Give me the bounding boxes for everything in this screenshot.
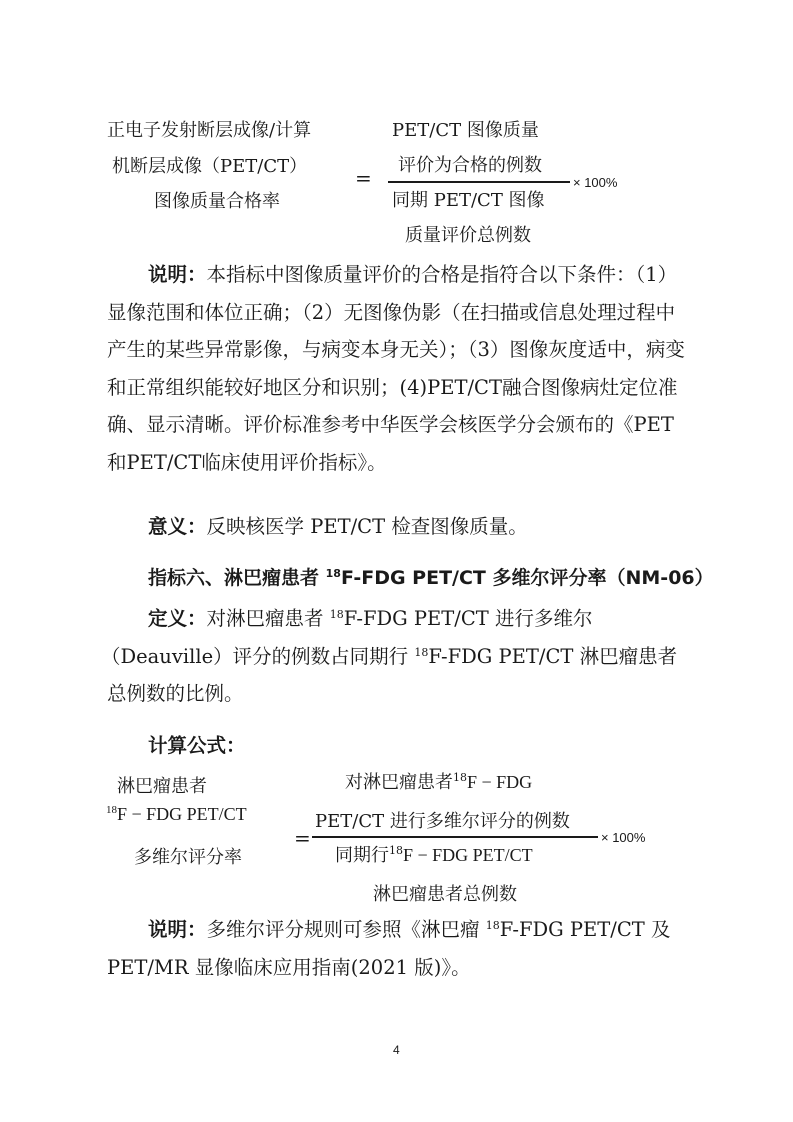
formula2-numerator-line-1 [345,768,532,794]
formula2-den-pre: 同期行 [335,845,389,866]
definition-line2-pre: （Deauville）评分的例数占同期行 [101,644,415,668]
note-label: 说明： [148,918,207,941]
formula1-equals: = [355,166,372,190]
note-line1-pre: 多维尔评分规则可参照《淋巴瘤 [206,918,486,941]
formula2-denominator-line-1 [335,841,533,867]
explanation-text: 本指标中图像质量评价的合格是指符合以下条件：（1）显像范围和体位正确；（2）无图像伪影（在扫描或信息处理过程中产生的某些异常影像，与病变本身无关）；（3）图像灰度适中，病变和正常组织能较好地区分和识别；(4)PET/CT融合图像病灶定位准确、显示清晰。评价标准参考中华医学会核医学分会颁布的《PET和PET/CT临床使用评价指标》。 [107,263,685,474]
definition-line3: 总例数的比例。 [107,682,244,705]
note-sup: 18 [485,919,500,932]
formula2-left-line-2-text: F − FDG PET/CT [117,804,247,824]
formula1-numerator-line-1: PET/CT 图像质量 [392,120,539,141]
formula2-denominator-line-2: 淋巴瘤患者总例数 [373,884,517,905]
formula2-den-post: F − FDG PET/CT [403,845,533,865]
formula2-numerator-line-2: PET/CT 进行多维尔评分的例数 [315,811,570,832]
definition-line2-post: F-FDG PET/CT 淋巴瘤患者 [428,644,678,668]
formula1-left-line-1: 正电子发射断层成像/计算 [107,120,312,141]
formula2-left-line-3: 多维尔评分率 [134,847,242,868]
formula2-den-sup: 18 [389,844,403,857]
formula1-denominator-line-2: 质量评价总例数 [405,225,531,246]
definition-label: 定义： [148,607,207,630]
definition-sup1: 18 [329,608,344,621]
definition-sup2: 18 [414,645,429,659]
note-line1-post: F-FDG PET/CT 及 [499,918,671,941]
formula1-left-line-3: 图像质量合格率 [154,191,280,212]
formula1-numerator-line-2: 评价为合格的例数 [398,155,542,176]
formula2-num-post: F − FDG [467,772,533,792]
significance-paragraph [107,508,692,546]
heading-suffix: F-FDG PET/CT 多维尔评分率（NM-06） [340,567,714,589]
formula2-left-line-2 [106,804,247,825]
explanation-label: 说明： [148,263,207,286]
formula2-num-pre: 对淋巴瘤患者 [345,772,453,793]
formula2-num-sup: 18 [453,771,467,784]
formula1-multiplier: × 100% [573,175,618,190]
explanation-paragraph [107,256,692,481]
formula1-fraction-bar [388,181,570,183]
definition-line1-post: F-FDG PET/CT 进行多维尔 [343,607,593,630]
formula2-equals: = [294,826,311,850]
heading-superscript: 18 [325,567,341,580]
significance-label: 意义： [148,515,207,538]
calc-formula-label: 计算公式： [148,734,246,757]
formula1-left-line-2: 机断层成像（PET/CT） [112,156,308,177]
note-paragraph [107,911,692,986]
significance-text: 反映核医学 PET/CT 检查图像质量。 [206,515,528,538]
note-line2: PET/MR 显像临床应用指南(2021 版)》。 [107,955,471,979]
formula2-left-line-1: 淋巴瘤患者 [117,776,207,797]
heading-prefix: 指标六、淋巴瘤患者 [148,567,326,589]
formula2-fraction-bar [312,836,598,838]
formula2-multiplier: × 100% [601,830,646,845]
indicator-six-heading [148,563,714,590]
formula2-left-sup: 18 [106,804,117,816]
page-number: 4 [393,1043,400,1057]
definition-paragraph [101,600,692,713]
definition-line1-pre: 对淋巴瘤患者 [206,607,330,630]
formula1-denominator-line-1: 同期 PET/CT 图像 [392,190,545,211]
